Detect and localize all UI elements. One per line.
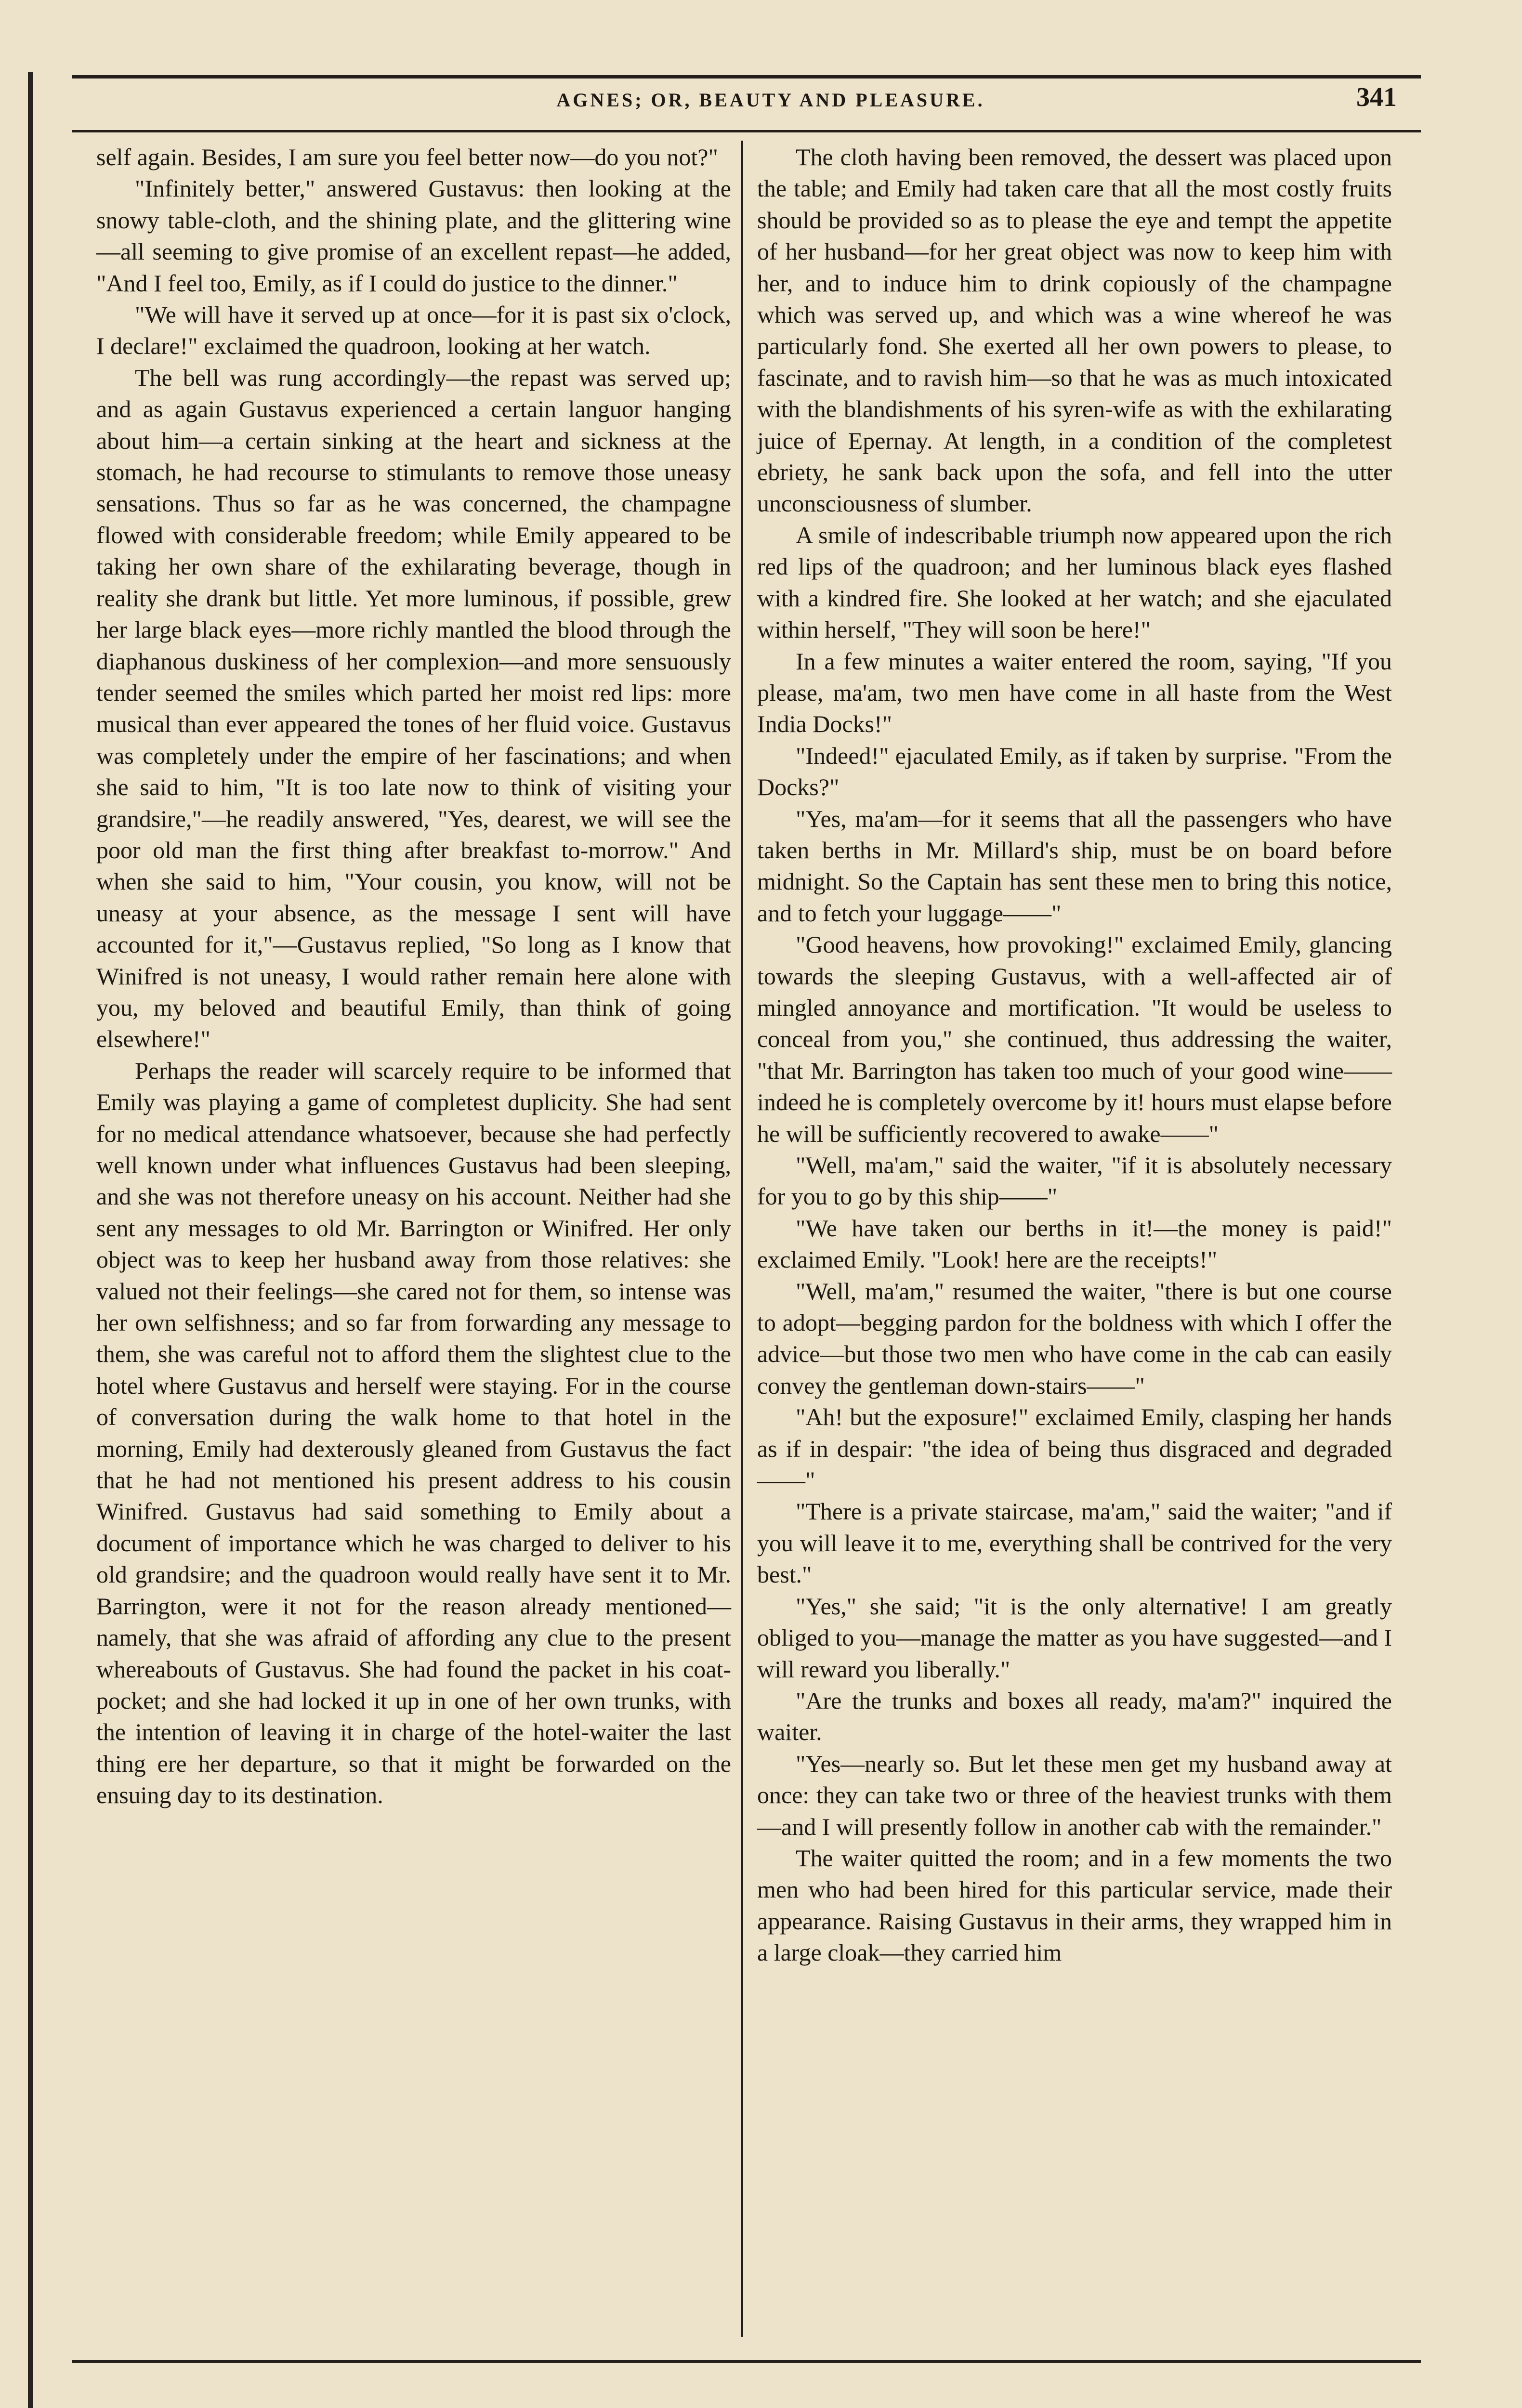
paragraph: "Infinitely better," answered Gustavus: then looking at the snowy table-cloth, and the shining plate, and the glittering wine—all seeming to give promise of an excellent repast—he added, "And I feel too, Emily, as if I could do justice to the dinner." xyxy=(96,175,731,297)
paragraph: "Good heavens, how provoking!" exclaimed Emily, glancing towards the sleeping Gustavus, with a well-affected air of mingled annoyance and mortification. "It would be useless to conceal from you," she continued, thus addressing the waiter, "that Mr. Barrington has taken too much of your good wine——indeed he is completely overcome by it! hours must elapse before he will be sufficiently recovered to awake——" xyxy=(757,931,1392,1147)
paragraph: "Yes, ma'am—for it seems that all the passengers who have taken berths in Mr. Millard's ship, must be on board before midnight. So the Captain has sent these men to bring this notice, and to fetch your luggage——" xyxy=(757,805,1392,927)
paragraph: "Yes—nearly so. But let these men get my husband away at once: they can take two or three of the heaviest trunks with them—and I will presently follow in another cab with the remainder." xyxy=(757,1750,1392,1840)
paragraph: "Yes," she said; "it is the only alternative! I am greatly obliged to you—manage the matter as you have suggested—and I will reward you liberally." xyxy=(757,1592,1392,1683)
paragraph: "Well, ma'am," said the waiter, "if it is absolutely necessary for you to go by this ship——" xyxy=(757,1152,1392,1210)
paragraph: A smile of indescribable triumph now appeared upon the rich red lips of the quadroon; and her luminous black eyes flashed with a kindred fire. She looked at her watch; and she ejaculated within herself, "They will soon be here!" xyxy=(757,521,1392,643)
left-column xyxy=(96,142,731,1811)
paragraph: The cloth having been removed, the dessert was placed upon the table; and Emily had taken care that all the most costly fruits should be provided so as to please the eye and tempt the appetite of her husband—for her great object was now to keep him with her, and to induce him to drink copiously of the champagne which was served up, and which was a wine whereof he was particularly fond. She exerted all her own powers to please, to fascinate, and to ravish him—so that he was as much intoxicated with the blandishments of his syren-wife as with the exhilarating juice of Epernay. At length, in a condition of the completest ebriety, he sank back upon the sofa, and fell into the utter unconsciousness of slumber. xyxy=(757,144,1392,517)
paragraph: The bell was rung accordingly—the repast was served up; and as again Gustavus experienced a certain languor hanging about him—a certain sinking at the heart and sickness at the stomach, he had recourse to stimulants to remove those uneasy sensations. Thus so far as he was concerned, the champagne flowed with considerable freedom; while Emily appeared to be taking her own share of the exhilarating beverage, though in reality she drank but little. Yet more luminous, if possible, grew her large black eyes—more richly mantled the blood through the diaphanous duskiness of her complexion—and more sensuously tender seemed the smiles which parted her moist red lips: more musical than ever appeared the tones of her fluid voice. Gustavus was completely under the empire of her fascinations; and when she said to him, "It is too late now to think of visiting your grandsire,"—he readily answered, "Yes, dearest, we will see the poor old man the first thing after breakfast to-morrow." And when she said to him, "Your cousin, you know, will not be uneasy at your absence, as the message I sent will have accounted for it,"—Gustavus replied, "So long as I know that Winifred is not uneasy, I would rather remain here alone with you, my beloved and beautiful Emily, than think of going elsewhere!" xyxy=(96,364,731,1053)
paragraph: self again. Besides, I am sure you feel better now—do you not?" xyxy=(96,144,718,170)
column-divider xyxy=(741,141,743,2337)
bottom-rule xyxy=(72,2360,1421,2363)
paragraph: The waiter quitted the room; and in a few moments the two men who had been hired for this particular service, made their appearance. Raising Gustavus in their arms, they wrapped him in a large cloak—they carried him xyxy=(757,1844,1392,1966)
paragraph: "Are the trunks and boxes all ready, ma'am?" inquired the waiter. xyxy=(757,1687,1392,1746)
paragraph: "Indeed!" ejaculated Emily, as if taken by surprise. "From the Docks?" xyxy=(757,742,1392,801)
paragraph: "We will have it served up at once—for it is past six o'clock, I declare!" exclaimed the quadroon, looking at her watch. xyxy=(96,301,731,360)
page-edge xyxy=(28,72,33,2408)
paragraph: "Well, ma'am," resumed the waiter, "there is but one course to adopt—begging pardon for the boldness with which I offer the advice—but those two men who have come in the cab can easily convey the gentleman down-stairs——" xyxy=(757,1277,1392,1399)
paragraph: In a few minutes a waiter entered the room, saying, "If you please, ma'am, two men have come in all haste from the West India Docks!" xyxy=(757,647,1392,738)
top-rule xyxy=(72,75,1421,79)
paragraph: Perhaps the reader will scarcely require to be informed that Emily was playing a game of completest duplicity. She had sent for no medical attendance whatsoever, because she had perfectly well known under what influences Gustavus had been sleeping, and she was not therefore uneasy on his account. Neither had she sent any messages to old Mr. Barrington or Winifred. Her only object was to keep her husband away from those relatives: she valued not their feelings—she cared not for them, so intense was her own selfishness; and so far from forwarding any message to them, she was careful not to afford them the slightest clue to the hotel where Gustavus and herself were staying. For in the course of conversation during the walk home to that hotel in the morning, Emily had dexterously gleaned from Gustavus the fact that he had not mentioned his present address to his cousin Winifred. Gustavus had said something to Emily about a document of importance which he was charged to deliver to his old grandsire; and the quadroon would really have sent it to Mr. Barrington, were it not for the reason already mentioned—namely, that she was afraid of affording any clue to the present whereabouts of Gustavus. She had found the packet in his coat-pocket; and she had locked it up in one of her own trunks, with the intention of leaving it in charge of the hotel-waiter the last thing ere her departure, so that it might be forwarded on the ensuing day to its destination. xyxy=(96,1057,731,1809)
running-title: AGNES; OR, BEAUTY AND PLEASURE. xyxy=(556,89,985,111)
right-column xyxy=(757,142,1392,1969)
paragraph: "Ah! but the exposure!" exclaimed Emily, clasping her hands as if in despair: "the idea of being thus disgraced and degraded——" xyxy=(757,1403,1392,1494)
paragraph: "We have taken our berths in it!—the money is paid!" exclaimed Emily. "Look! here are the receipts!" xyxy=(757,1214,1392,1273)
header-rule xyxy=(72,130,1421,132)
page-number: 341 xyxy=(1356,82,1397,112)
paragraph: "There is a private staircase, ma'am," said the waiter; "and if you will leave it to me, everything shall be contrived for the very best." xyxy=(757,1498,1392,1588)
